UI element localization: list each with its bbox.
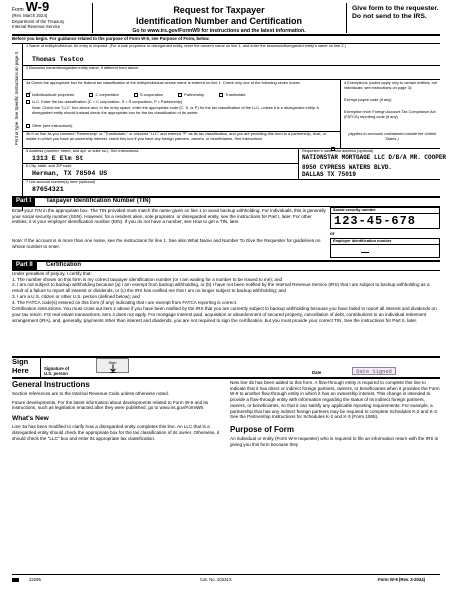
- purpose-heading: Purpose of Form: [230, 424, 295, 434]
- fatca-applies-note: (Applies to accounts maintained outside the United States.): [348, 131, 436, 141]
- cert-item3: 3. I am a U.S. citizen or other U.S. person (defined below); and: [12, 293, 140, 299]
- checkbox-icon: [134, 93, 138, 97]
- classification-options: [26, 90, 336, 98]
- sign-rule-top: [12, 356, 440, 358]
- form-title-block: [92, 5, 346, 34]
- sign-divider: [40, 356, 41, 377]
- date-label: Date: [312, 370, 322, 375]
- requester-divider: [298, 148, 299, 179]
- line7-label: 7 List account number(s) here (optional): [26, 179, 95, 184]
- line3a-label: 3a Check the appropriate box for federal tax classification of the entity/individual whose name is entered on line 1. Check only one of the following seven boxes.: [26, 80, 301, 85]
- print-or-type-label: Print or type. See Specific Instructions on page 3.: [14, 50, 19, 145]
- future-developments: Future developments. For the latest information about developments related to Form W-9 and its instructions, such as legislation enacted after they were published, go to www.irs.gov/FormW9.: [12, 399, 209, 411]
- other-label: Other (see instructions): [32, 123, 73, 129]
- ssn-value: 123-45-678: [334, 213, 417, 228]
- line1-label: 1 Name of entity/individual. An entry is required. (For a sole proprietor or disregarded entity, enter the owner's name on line 1, and enter the business/disregarded entity's name on line 2.): [26, 43, 346, 48]
- line1-name-field[interactable]: Thomas Testco: [32, 56, 84, 63]
- checkbox-icon: [89, 93, 93, 97]
- footer-rule: [12, 574, 440, 575]
- side-divider: [22, 43, 23, 211]
- certification-body: [12, 271, 440, 323]
- cert-item4: 4. The FATCA code(s) entered on this form (if any) indicating that I am exempt from FATCA reporting is correct.: [12, 299, 238, 305]
- ein-box[interactable]: [330, 238, 440, 258]
- purpose-text: An individual or entity (Form W-9 requester) who is required to file an information return with the IRS is giving you this form because they: [230, 435, 438, 447]
- cert-intro: Under penalties of perjury, I certify that:: [12, 271, 92, 276]
- part2-title: Certification: [46, 262, 82, 268]
- barcode-icon: [12, 578, 19, 582]
- date-signed-button[interactable]: Date Signed: [352, 367, 396, 375]
- form-title-line1: Request for Taxpayer: [173, 5, 265, 15]
- give-form-note: Give form to the requester. Do not send to the IRS.: [352, 5, 439, 20]
- requester-address1: 8950 CYPRESS WATERS BLVD.: [302, 164, 393, 171]
- individual-label: Individual/sole proprietor: [32, 92, 75, 98]
- instructions-right-column: [230, 380, 440, 447]
- other-option: [26, 124, 72, 129]
- sign-rule-bottom: [12, 377, 440, 379]
- line4-divider: [340, 79, 341, 148]
- before-you-begin: Before you begin. For guidance related to the purpose of Form W-9, see Purpose of Form, below.: [12, 36, 210, 41]
- line7-account-field[interactable]: 87654321: [32, 186, 64, 193]
- line3b-label: 3b If on line 3a you checked "Partnership" or "Trust/estate," or checked "LLC" and entered "P" as its tax classification, and you are providing this form to a partnership, trust, or estate in which you have an ownership interest, check this box if you have any foreign partners, owners, or beneficiaries. See instructions: [26, 131, 327, 141]
- requester-label: Requester's name and address (optional): [302, 148, 374, 153]
- requester-address2: DALLAS TX 75019: [302, 171, 357, 178]
- ssn-box[interactable]: [330, 207, 440, 229]
- whats-new-heading: What's New: [12, 415, 49, 423]
- line2-label: 2 Business name/disregarded entity name, if different from above: [26, 65, 139, 70]
- part1-tag: Part I: [12, 197, 35, 206]
- footer-left: [12, 577, 41, 582]
- checkbox-icon: [26, 124, 30, 128]
- whats-new-text: Line 3a has been modified to clarify how a disregarded entity completes this line. An LLC that is a disregarded entity should check the appropriate box for the tax classification of its owner. Otherwise, it should check the "LLC" box and enter its appropriate tax classification.: [12, 424, 220, 441]
- line5-address-field[interactable]: 1313 E Elm St: [32, 155, 84, 162]
- line3b-new-text: New line 3b has been added to this form. A flow-through entity is required to complete this line to indicate that it has direct or indirect foreign partners, owners, or beneficiaries when it provides the Form W-9 to another flow-through entity in which it has an ownership interest. This change is intended to provide a flow-through entity with information regarding the status of its indirect foreign partners, owners, or beneficiaries, so that it can satisfy any applicable reporting requirements. For example, a partnership that has any indirect foreign partners may be required to complete Schedules K-2 and K-3. See the Partnership Instructions for Schedules K-2 and K-3 (Form 1065).: [230, 380, 440, 420]
- arrow-down-icon: [109, 365, 117, 373]
- section-references: Section references are to the Internal Revenue Code unless otherwise noted.: [12, 391, 170, 396]
- checkbox-icon: [219, 93, 223, 97]
- line4-label: 4 Exemptions (codes apply only to certain entities, not individuals; see instructions on page 3):: [344, 80, 437, 90]
- form-agency: Internal Revenue Service: [12, 24, 61, 30]
- checkbox-icon: ✓: [27, 90, 32, 97]
- cert-item1: 1. The number shown on this form is my correct taxpayer identification number (or I am waiting for a number to be issued to me); and: [12, 276, 283, 282]
- checkbox-icon: [178, 93, 182, 97]
- exempt-payee-label: Exempt payee code (if any): [344, 97, 392, 102]
- c-corp-label: C corporation: [95, 92, 119, 98]
- part1-note: Note: If the account is in more than one name, see the instructions for line 1. See also What Name and Number To Give the Requester for guidelines on whose number to enter.: [12, 238, 321, 249]
- general-instructions-heading: General Instructions: [12, 380, 90, 389]
- part2-tag: Part II: [12, 261, 37, 270]
- llc-label: LLC. Enter the tax classification (C = C corporation, S = S corporation, P = Partnership): [32, 99, 183, 105]
- form-revision: (Rev. March 2024): [12, 13, 48, 19]
- part1-title: Taxpayer Identification Number (TIN): [46, 198, 151, 204]
- checkbox-icon: [26, 100, 30, 104]
- llc-note: Note: Check the "LLC" box above and, in the entry space, enter the appropriate code (C, S, or P) for the tax classification of the LLC, unless it is a disregarded entity. A disregarded entity should instead check the appropriate box for the tax classification of its owner.: [32, 105, 319, 115]
- signature-label: Signature of U.S. person: [44, 366, 70, 377]
- ein-label: Employer identification number: [331, 239, 439, 245]
- ein-dash: [361, 252, 369, 253]
- s-corp-label: S corporation: [139, 92, 164, 98]
- form-goto-link: Go to www.irs.gov/FormW9 for instructions and the latest information.: [132, 28, 306, 34]
- form-number: W-9: [25, 0, 50, 14]
- or-label: or: [330, 231, 335, 236]
- partnership-label: Partnership: [184, 92, 205, 98]
- sign-button-label: Sign: [108, 360, 117, 365]
- form-department: Department of the Treasury: [12, 18, 65, 24]
- line6-city-field[interactable]: Herman, TX 78504 US: [32, 170, 108, 177]
- ssn-label: Social security number: [331, 208, 439, 214]
- footer-code: 22296: [29, 577, 41, 582]
- form-title-line2: Identification Number and Certification: [135, 15, 302, 26]
- line6-label: 6 City, state, and ZIP code: [26, 163, 72, 168]
- sign-button[interactable]: [96, 358, 129, 373]
- footer-cat: Cat. No. 10231X: [200, 577, 232, 582]
- fatca-label: Exemption from Foreign Account Tax Compliance Act (FATCA) reporting code (if any): [344, 109, 436, 119]
- cert-instructions: Certification instructions. You must cross out item 2 above if you have been notified by the IRS that you are currently subject to backup withholding because you have failed to report all interest and dividends on your tax return. For real estate transactions, item 2 does not apply. For mortgage interest paid, acquisition or abandonment of secured property, cancellation of debt, contributions to an individual retirement arrangement (IRA), and, generally, payments other than interest and dividends, you are not required to sign the certification, but you must provide your correct TIN. See the instructions for Part II, later.: [12, 306, 437, 323]
- trust-label: Trust/estate: [225, 92, 246, 98]
- cert-item2: 2. I am not subject to backup withholding because (a) I am exempt from backup withholding, or (b) I have not been notified by the Internal Revenue Service (IRS) that I am subject to backup withholding as a result of a failure to report all interest or dividends, or (c) the IRS has notified me that I am no longer subject to backup withholding; and: [12, 282, 430, 294]
- line5-label: 5 Address (number, street, and apt. or suite no.). See instructions.: [26, 148, 140, 153]
- sign-here-label: Sign Here: [12, 357, 29, 375]
- individual-checkbox[interactable]: [26, 92, 32, 97]
- footer-right: Form W-9 (Rev. 3-2024): [378, 577, 426, 582]
- form-id-block: [12, 0, 92, 30]
- form-label: Form: [12, 7, 24, 13]
- requester-name: NATIONSTAR MORTGAGE LLC D/B/A MR. COOPER: [302, 154, 447, 161]
- part1-text: Enter your TIN in the appropriate box. The TIN provided must match the name given on line 1 to avoid backup withholding. For individuals, this is generally your social security number (SSN). However, for a resident alien, sole proprietor, or disregarded entity, see the instructions for Part I, later. For other entities, it is your employer identification number (EIN). If you do not have a number, see How to get a TIN, later.: [12, 208, 326, 225]
- instructions-left-column: [12, 380, 222, 441]
